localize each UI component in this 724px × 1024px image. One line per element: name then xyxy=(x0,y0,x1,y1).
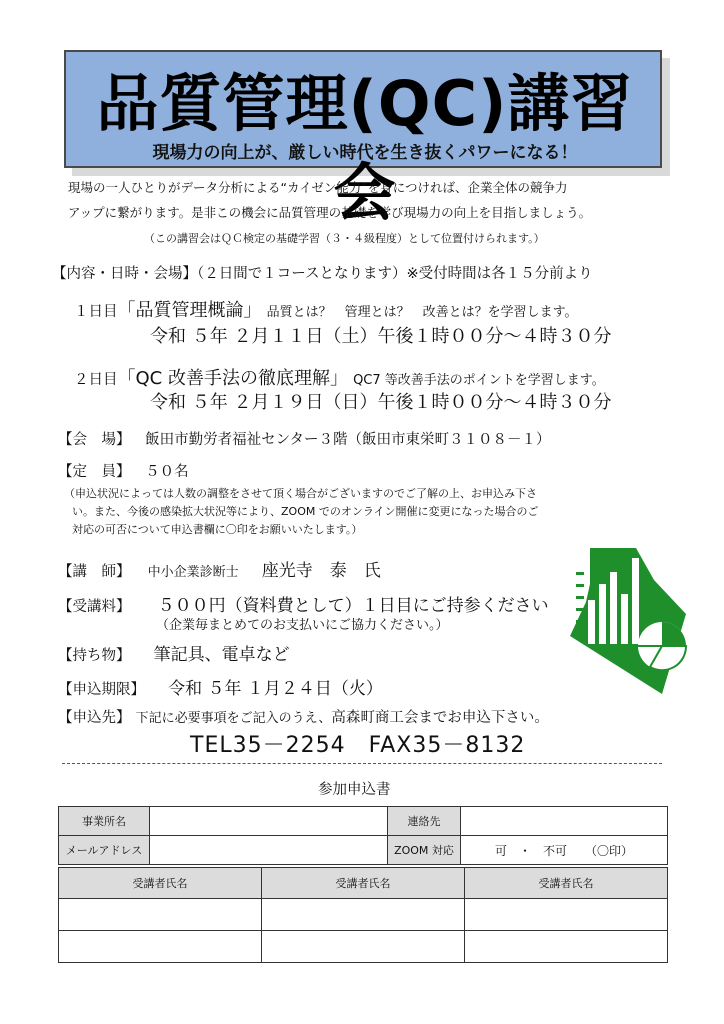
venue-value: 飯田市勤労者福祉センター３階（飯田市東栄町３１０８－１） xyxy=(145,432,551,448)
email-label: メールアドレス xyxy=(59,836,150,865)
attendee-row xyxy=(59,899,668,931)
day1-title: 「品質管理概論」 xyxy=(117,300,262,321)
capacity-note-2: い。また、今後の感染拡大状況等により、ZOOM でのオンライン開催に変更になった場合のご xyxy=(72,505,539,518)
day1-datetime: 令和 ５年 ２月１１日（土）午後１時００分～４時３０分 xyxy=(150,326,612,347)
fee-value: ５００円（資料費として）１日目にご持参ください xyxy=(157,596,549,616)
attendee-input[interactable] xyxy=(465,899,668,931)
day2-desc: QC7 等改善手法のポイントを学習します。 xyxy=(353,373,605,388)
attendee-row xyxy=(59,931,668,963)
venue-label: 【会 場】 xyxy=(58,432,131,448)
deadline-label: 【申込期限】 xyxy=(58,682,145,698)
tel-fax: TEL35－2254 FAX35－8132 xyxy=(190,733,526,758)
apply-row xyxy=(58,706,549,727)
instructor-title: 中小企業診断士 xyxy=(147,565,239,580)
capacity-value: ５０名 xyxy=(145,464,189,480)
chart-graphic-icon xyxy=(566,544,688,696)
contact-label: 連絡先 xyxy=(388,807,461,836)
tagline: 現場力の向上が、厳しい時代を生き抜くパワーになる！ xyxy=(152,143,578,163)
zoom-options[interactable]: 可 ・ 不可 （〇印） xyxy=(461,836,668,865)
office-label: 事業所名 xyxy=(59,807,150,836)
cut-line xyxy=(62,763,662,764)
deadline-row xyxy=(58,674,383,699)
fee-label: 【受講料】 xyxy=(58,599,131,615)
apply-label: 【申込先】 xyxy=(58,710,131,726)
day2-row xyxy=(74,364,605,390)
items-value: 筆記具、電卓など xyxy=(153,645,290,665)
instructor-label: 【講 師】 xyxy=(58,564,131,580)
apply-text-small: 下記に必要事項をご記入のうえ、 xyxy=(135,711,332,726)
attendee-header-row xyxy=(59,868,668,899)
day1-row xyxy=(74,296,578,322)
form-heading: 参加申込書 xyxy=(318,782,391,798)
fee-row xyxy=(58,591,549,616)
form-row-email xyxy=(59,836,668,865)
office-input[interactable] xyxy=(150,807,388,836)
instructor-row xyxy=(58,556,381,581)
instructor-name: 座光寺 泰 氏 xyxy=(261,561,381,581)
form-row-office xyxy=(59,807,668,836)
intro-note: （この講習会はＱＣ検定の基礎学習（３・４級程度）として位置付けられます。） xyxy=(144,232,545,245)
day2-title: 「QC 改善手法の徹底理解」 xyxy=(117,368,348,389)
attendee-header-1: 受講者氏名 xyxy=(59,868,262,899)
attendee-input[interactable] xyxy=(59,899,262,931)
attendee-input[interactable] xyxy=(465,931,668,963)
items-label: 【持ち物】 xyxy=(58,648,131,664)
day1-desc: 品質とは？ 管理とは？ 改善とは？を学習します。 xyxy=(266,305,578,320)
zoom-label: ZOOM 対応 xyxy=(388,836,461,865)
schedule-heading: 【内容・日時・会場】（２日間で１コースとなります）※受付時間は各１５分前より xyxy=(52,266,593,282)
page-title: 品質管理(QC)講習会 xyxy=(96,67,634,229)
application-form xyxy=(58,806,668,865)
intro-line-2: アップに繋がります。是非この機会に品質管理の基礎を学び現場力の向上を目指しましょう。 xyxy=(68,205,592,220)
apply-text-large: 高森町商工会までお申込下さい。 xyxy=(331,710,549,726)
email-input[interactable] xyxy=(150,836,388,865)
items-row xyxy=(58,640,290,665)
fee-note: （企業毎まとめてのお支払いにご協力ください。） xyxy=(156,618,449,633)
day2-datetime: 令和 ５年 ２月１９日（日）午後１時００分～４時３０分 xyxy=(150,392,612,413)
attendee-input[interactable] xyxy=(59,931,262,963)
capacity-note-3: 対応の可否について申込書欄に〇印をお願いいたします。） xyxy=(72,523,363,536)
capacity-row xyxy=(58,460,189,481)
attendee-header-3: 受講者氏名 xyxy=(465,868,668,899)
day2-label: ２日目 xyxy=(74,372,118,388)
intro-line-1: 現場の一人ひとりがデータ分析による“カイゼン能力”を身につければ、企業全体の競争力 xyxy=(68,180,568,195)
attendee-header-2: 受講者氏名 xyxy=(262,868,465,899)
venue-row xyxy=(58,428,551,449)
attendee-input[interactable] xyxy=(262,931,465,963)
day1-label: １日目 xyxy=(74,304,118,320)
capacity-note-1: （申込状況によっては人数の調整をさせて頂く場合がございますのでご了解の上、お申込み下さ xyxy=(64,487,537,500)
attendee-table xyxy=(58,867,668,963)
contact-input[interactable] xyxy=(461,807,668,836)
capacity-label: 【定 員】 xyxy=(58,464,131,480)
deadline-value: 令和 ５年 １月２４日（火） xyxy=(168,679,383,699)
attendee-input[interactable] xyxy=(262,899,465,931)
